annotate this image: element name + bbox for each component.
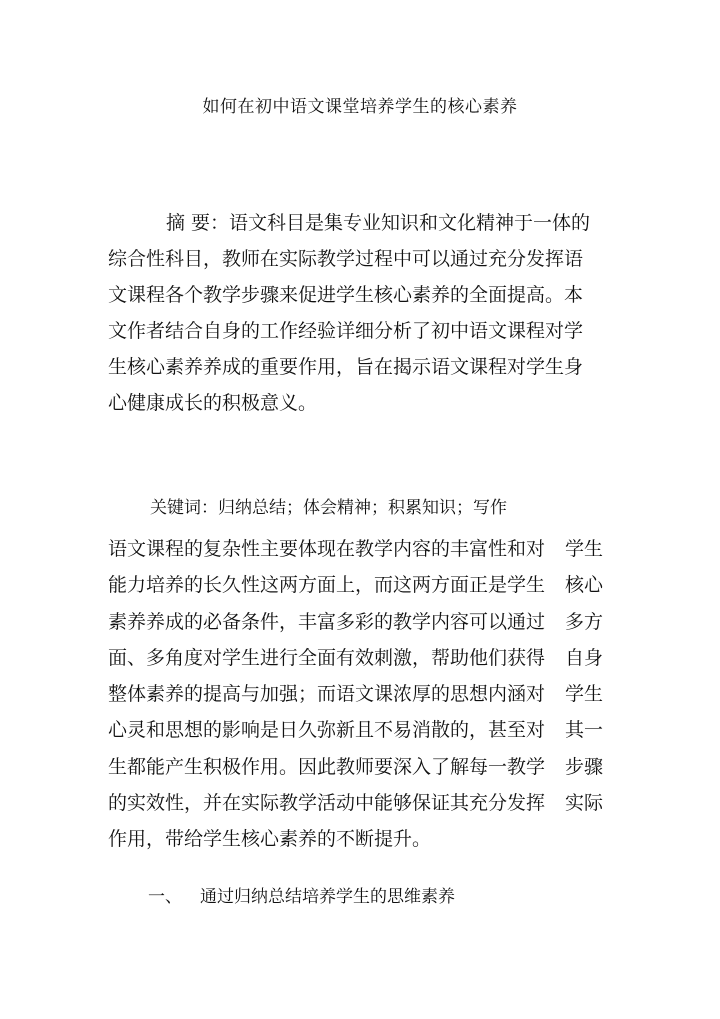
body-line (108, 749, 628, 785)
body-line (108, 785, 628, 821)
body-line (108, 676, 628, 712)
keywords: 关键词：归纳总结；体会精神；积累知识；写作 (150, 498, 507, 518)
section-number: 一、 (148, 887, 182, 907)
body-line (108, 712, 628, 748)
body-line-tail: 步骤 (565, 755, 604, 778)
body-line-main: 生都能产生积极作用。因此教师要深入了解每一教学 (108, 755, 546, 778)
body-line-tail: 自身 (565, 646, 604, 669)
body-line-main: 整体素养的提高与加强；而语文课浓厚的思想内涵对 (108, 683, 546, 706)
section-heading (148, 886, 455, 908)
abstract-line: 文作者结合自身的工作经验详细分析了初中语文课程对学 (108, 320, 584, 342)
abstract-line: 心健康成长的积极意义。 (108, 392, 318, 414)
body-line-main: 心灵和思想的影响是日久弥新且不易消散的，甚至对 (108, 719, 546, 742)
body-line (108, 821, 628, 857)
body-line-tail: 实际 (565, 792, 604, 815)
body-line-tail: 学生 (565, 683, 604, 706)
body-line-main: 的实效性，并在实际教学活动中能够保证其充分发挥 (108, 792, 546, 815)
abstract (108, 205, 618, 421)
body-line-tail: 学生 (565, 538, 604, 560)
abstract-line: 生核心素养养成的重要作用，旨在揭示语文课程对学生身 (108, 356, 584, 378)
body-line-main: 能力培养的长久性这两方面上，而这两方面正是学生 (108, 574, 546, 597)
body-line-tail: 多方 (565, 610, 604, 633)
body-line (108, 604, 628, 640)
abstract-line: 综合性科目，教师在实际教学过程中可以通过充分发挥语 (108, 248, 584, 270)
body-line (108, 640, 628, 676)
body-line-main: 面、多角度对学生进行全面有效刺激，帮助他们获得 (108, 646, 546, 669)
body-line-main: 语文课程的复杂性主要体现在教学内容的丰富性和对 (108, 538, 546, 560)
abstract-line: 摘 要：语文科目是集专业知识和文化精神于一体的 (166, 212, 591, 234)
abstract-line: 文课程各个教学步骤来促进学生核心素养的全面提高。本 (108, 284, 584, 306)
body-line-main: 作用，带给学生核心素养的不断提升。 (108, 828, 432, 851)
body-line (108, 531, 628, 567)
body-line-main: 素养养成的必备条件，丰富多彩的教学内容可以通过 (108, 610, 546, 633)
section-heading-text: 通过归纳总结培养学生的思维素养 (200, 887, 455, 907)
body-line-tail: 核心 (565, 574, 604, 597)
body-line-tail: 其一 (565, 719, 604, 742)
body-line (108, 567, 628, 603)
page-title: 如何在初中语文课堂培养学生的核心素养 (202, 97, 518, 117)
body-paragraph (108, 531, 628, 858)
